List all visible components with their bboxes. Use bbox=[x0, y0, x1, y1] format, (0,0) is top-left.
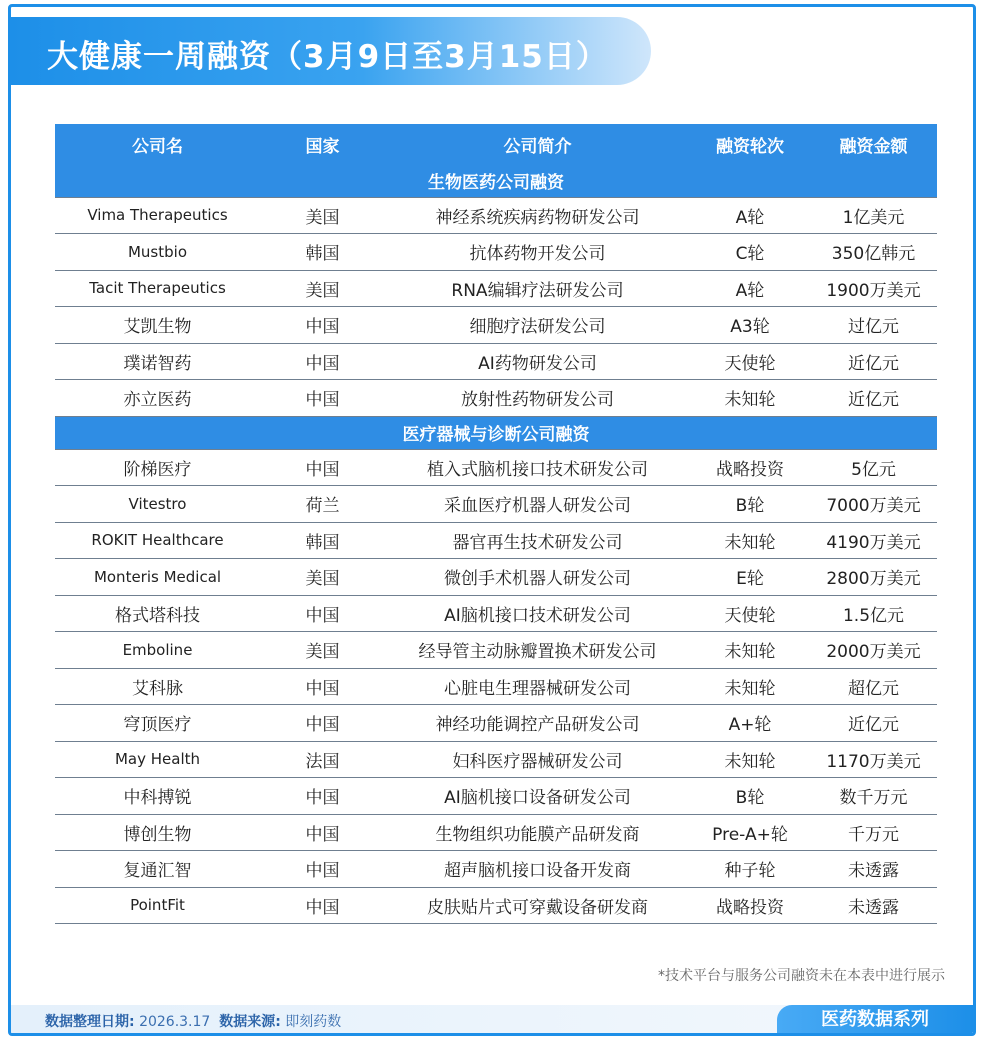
cell-amount: 未透露 bbox=[810, 851, 937, 888]
table-row bbox=[55, 234, 937, 271]
cell-round: A轮 bbox=[690, 270, 810, 307]
cell-country: 韩国 bbox=[260, 522, 385, 559]
cell-round: A3轮 bbox=[690, 307, 810, 344]
cell-amount: 超亿元 bbox=[810, 668, 937, 705]
cell-country: 中国 bbox=[260, 380, 385, 417]
cell-amount: 7000万美元 bbox=[810, 486, 937, 523]
header-company: 公司名 bbox=[55, 124, 260, 164]
cell-description: 器官再生技术研发公司 bbox=[385, 522, 690, 559]
cell-company: 博创生物 bbox=[55, 814, 260, 851]
cell-amount: 1900万美元 bbox=[810, 270, 937, 307]
cell-company: 阶梯医疗 bbox=[55, 449, 260, 486]
table-row bbox=[55, 449, 937, 486]
cell-country: 中国 bbox=[260, 814, 385, 851]
cell-amount: 过亿元 bbox=[810, 307, 937, 344]
cell-country: 中国 bbox=[260, 307, 385, 344]
table-row bbox=[55, 380, 937, 417]
financing-table bbox=[55, 124, 937, 924]
cell-company: May Health bbox=[55, 741, 260, 778]
cell-description: 超声脑机接口设备开发商 bbox=[385, 851, 690, 888]
cell-country: 美国 bbox=[260, 270, 385, 307]
cell-country: 美国 bbox=[260, 632, 385, 669]
cell-amount: 1.5亿元 bbox=[810, 595, 937, 632]
cell-description: AI脑机接口技术研发公司 bbox=[385, 595, 690, 632]
cell-country: 中国 bbox=[260, 449, 385, 486]
cell-round: 未知轮 bbox=[690, 741, 810, 778]
cell-amount: 350亿韩元 bbox=[810, 234, 937, 271]
cell-country: 美国 bbox=[260, 197, 385, 234]
cell-amount: 千万元 bbox=[810, 814, 937, 851]
table-row bbox=[55, 522, 937, 559]
table-header-row bbox=[55, 124, 937, 164]
footer-info bbox=[45, 1011, 341, 1031]
cell-round: 未知轮 bbox=[690, 632, 810, 669]
cell-description: 采血医疗机器人研发公司 bbox=[385, 486, 690, 523]
table-row bbox=[55, 741, 937, 778]
header-country: 国家 bbox=[260, 124, 385, 164]
cell-company: 亦立医药 bbox=[55, 380, 260, 417]
table-row bbox=[55, 559, 937, 596]
cell-description: 神经系统疾病药物研发公司 bbox=[385, 197, 690, 234]
source-label: 数据来源: bbox=[219, 1014, 281, 1030]
cell-country: 中国 bbox=[260, 778, 385, 815]
cell-company: PointFit bbox=[55, 887, 260, 924]
title-banner bbox=[11, 17, 651, 85]
cell-company: 璞诺智药 bbox=[55, 343, 260, 380]
cell-company: ROKIT Healthcare bbox=[55, 522, 260, 559]
cell-description: 生物组织功能膜产品研发商 bbox=[385, 814, 690, 851]
cell-round: 战略投资 bbox=[690, 449, 810, 486]
cell-country: 中国 bbox=[260, 595, 385, 632]
cell-company: Emboline bbox=[55, 632, 260, 669]
cell-company: Vitestro bbox=[55, 486, 260, 523]
table-row bbox=[55, 595, 937, 632]
cell-country: 美国 bbox=[260, 559, 385, 596]
footnote: *技术平台与服务公司融资未在本表中进行展示 bbox=[658, 968, 945, 984]
cell-description: 放射性药物研发公司 bbox=[385, 380, 690, 417]
table-row bbox=[55, 814, 937, 851]
cell-company: 复通汇智 bbox=[55, 851, 260, 888]
cell-amount: 近亿元 bbox=[810, 380, 937, 417]
cell-round: B轮 bbox=[690, 486, 810, 523]
page-title: 大健康一周融资（3月9日至3月15日） bbox=[47, 39, 608, 75]
cell-amount: 近亿元 bbox=[810, 343, 937, 380]
table-row bbox=[55, 486, 937, 523]
cell-company: Vima Therapeutics bbox=[55, 197, 260, 234]
table-row bbox=[55, 668, 937, 705]
cell-round: Pre-A+轮 bbox=[690, 814, 810, 851]
table-row bbox=[55, 632, 937, 669]
cell-description: RNA编辑疗法研发公司 bbox=[385, 270, 690, 307]
cell-company: 中科搏锐 bbox=[55, 778, 260, 815]
cell-description: 神经功能调控产品研发公司 bbox=[385, 705, 690, 742]
cell-company: Tacit Therapeutics bbox=[55, 270, 260, 307]
table-row bbox=[55, 778, 937, 815]
cell-amount: 1亿美元 bbox=[810, 197, 937, 234]
cell-description: 经导管主动脉瓣置换术研发公司 bbox=[385, 632, 690, 669]
cell-round: 战略投资 bbox=[690, 887, 810, 924]
series-badge: 医药数据系列 bbox=[777, 1005, 973, 1035]
cell-country: 中国 bbox=[260, 887, 385, 924]
cell-company: 格式塔科技 bbox=[55, 595, 260, 632]
cell-country: 法国 bbox=[260, 741, 385, 778]
cell-amount: 2000万美元 bbox=[810, 632, 937, 669]
header-description: 公司简介 bbox=[385, 124, 690, 164]
cell-round: 天使轮 bbox=[690, 595, 810, 632]
cell-description: 皮肤贴片式可穿戴设备研发商 bbox=[385, 887, 690, 924]
cell-amount: 1170万美元 bbox=[810, 741, 937, 778]
cell-description: 微创手术机器人研发公司 bbox=[385, 559, 690, 596]
cell-round: C轮 bbox=[690, 234, 810, 271]
cell-country: 中国 bbox=[260, 668, 385, 705]
section-title: 医疗器械与诊断公司融资 bbox=[55, 416, 937, 449]
table-row bbox=[55, 270, 937, 307]
cell-description: 心脏电生理器械研发公司 bbox=[385, 668, 690, 705]
date-label: 数据整理日期: bbox=[45, 1014, 135, 1030]
table-row bbox=[55, 851, 937, 888]
cell-amount: 未透露 bbox=[810, 887, 937, 924]
footer-bar bbox=[11, 1005, 973, 1035]
infographic-frame bbox=[8, 4, 976, 1036]
cell-round: A+轮 bbox=[690, 705, 810, 742]
cell-amount: 数千万元 bbox=[810, 778, 937, 815]
cell-country: 韩国 bbox=[260, 234, 385, 271]
cell-company: Mustbio bbox=[55, 234, 260, 271]
table-row bbox=[55, 887, 937, 924]
section-row bbox=[55, 416, 937, 449]
cell-company: 穹顶医疗 bbox=[55, 705, 260, 742]
header-amount: 融资金额 bbox=[810, 124, 937, 164]
cell-country: 中国 bbox=[260, 851, 385, 888]
cell-amount: 2800万美元 bbox=[810, 559, 937, 596]
cell-description: 细胞疗法研发公司 bbox=[385, 307, 690, 344]
cell-round: A轮 bbox=[690, 197, 810, 234]
cell-description: 抗体药物开发公司 bbox=[385, 234, 690, 271]
source-value: 即刻药数 bbox=[285, 1014, 342, 1030]
financing-table-wrap bbox=[55, 124, 937, 924]
cell-round: 未知轮 bbox=[690, 522, 810, 559]
cell-description: 植入式脑机接口技术研发公司 bbox=[385, 449, 690, 486]
table-row bbox=[55, 307, 937, 344]
cell-round: E轮 bbox=[690, 559, 810, 596]
cell-amount: 近亿元 bbox=[810, 705, 937, 742]
cell-amount: 4190万美元 bbox=[810, 522, 937, 559]
cell-amount: 5亿元 bbox=[810, 449, 937, 486]
table-row bbox=[55, 343, 937, 380]
table-row bbox=[55, 705, 937, 742]
cell-country: 中国 bbox=[260, 343, 385, 380]
cell-description: AI药物研发公司 bbox=[385, 343, 690, 380]
cell-company: Monteris Medical bbox=[55, 559, 260, 596]
cell-country: 荷兰 bbox=[260, 486, 385, 523]
table-body bbox=[55, 164, 937, 924]
cell-round: 种子轮 bbox=[690, 851, 810, 888]
cell-company: 艾凯生物 bbox=[55, 307, 260, 344]
section-title: 生物医药公司融资 bbox=[55, 164, 937, 197]
cell-round: 未知轮 bbox=[690, 380, 810, 417]
cell-round: 天使轮 bbox=[690, 343, 810, 380]
table-row bbox=[55, 197, 937, 234]
cell-round: B轮 bbox=[690, 778, 810, 815]
cell-round: 未知轮 bbox=[690, 668, 810, 705]
header-round: 融资轮次 bbox=[690, 124, 810, 164]
cell-description: 妇科医疗器械研发公司 bbox=[385, 741, 690, 778]
section-row bbox=[55, 164, 937, 197]
cell-description: AI脑机接口设备研发公司 bbox=[385, 778, 690, 815]
cell-country: 中国 bbox=[260, 705, 385, 742]
date-value: 2026.3.17 bbox=[139, 1014, 211, 1030]
cell-company: 艾科脉 bbox=[55, 668, 260, 705]
